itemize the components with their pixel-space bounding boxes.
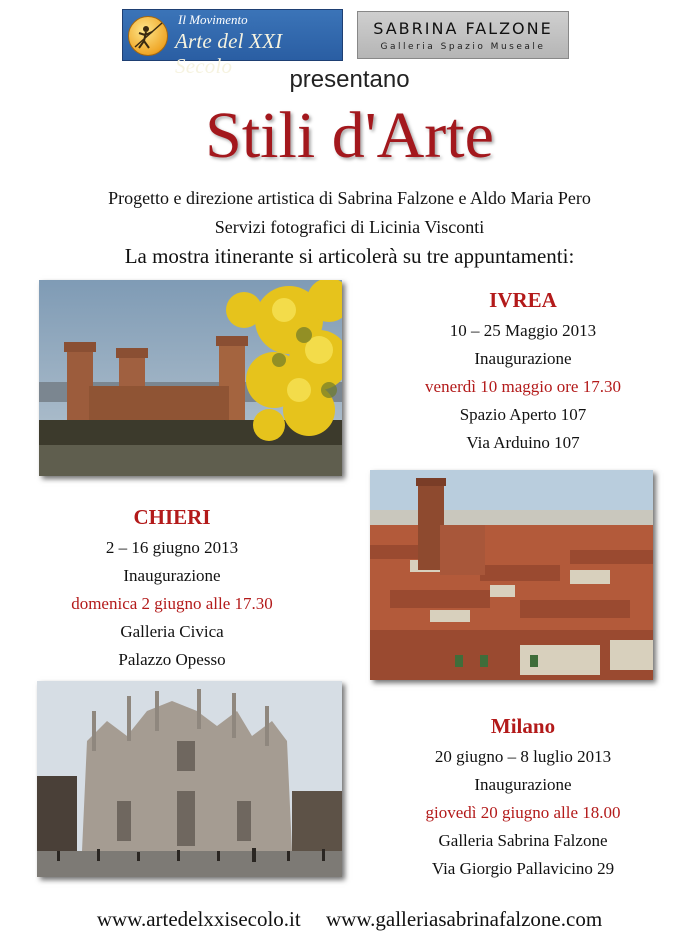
galleria-logo: [357, 11, 569, 59]
event-address: Via Giorgio Pallavicino 29: [431, 859, 615, 878]
event-city: CHIERI: [133, 505, 211, 529]
event-city: IVREA: [489, 288, 557, 312]
presentano-text: presentano: [289, 66, 410, 93]
footer: [0, 907, 699, 932]
footer-link-galleria[interactable]: www.galleriasabrinafalzone.com: [325, 907, 603, 931]
event-milano: [370, 714, 676, 883]
movimento-logo-line1: Il Movimento: [178, 12, 248, 27]
chieri-rooftops-photo: [370, 470, 653, 680]
footer-link-movimento[interactable]: www.artedelxxisecolo.it: [96, 907, 301, 931]
event-address: Via Arduino 107: [466, 433, 580, 452]
movimento-logo: [122, 9, 343, 78]
credits-photography: Servizi fotografici di Licinia Visconti: [214, 217, 485, 237]
event-venue: Galleria Civica: [120, 622, 224, 641]
event-chieri: [22, 505, 322, 674]
ivrea-castle-photo: [39, 280, 342, 476]
event-opening: domenica 2 giugno alle 17.30: [71, 594, 273, 613]
event-ivrea: [370, 288, 676, 457]
event-opening: giovedì 20 giugno alle 18.00: [425, 803, 621, 822]
page-title: Stili d'Arte: [205, 99, 494, 172]
event-opening: venerdì 10 maggio ore 17.30: [425, 377, 621, 396]
event-dates: 20 giugno – 8 luglio 2013: [434, 747, 612, 766]
galleria-logo-line1: SABRINA FALZONE: [373, 19, 553, 38]
javelin-thrower-icon: [128, 16, 168, 56]
event-dates: 2 – 16 giugno 2013: [105, 538, 239, 557]
event-venue: Galleria Sabrina Falzone: [438, 831, 608, 850]
event-opening-label: Inaugurazione: [474, 775, 572, 794]
announcement: La mostra itinerante si articolerà su tre appuntamenti:: [124, 244, 575, 268]
movimento-logo-line2: Arte del XXI Secolo: [175, 29, 283, 78]
event-address: Palazzo Opesso: [118, 650, 226, 669]
event-opening-label: Inaugurazione: [474, 349, 572, 368]
galleria-logo-line2: Galleria Spazio Museale: [380, 42, 546, 52]
event-dates: 10 – 25 Maggio 2013: [449, 321, 597, 340]
milan-duomo-photo: [37, 681, 342, 877]
credits-direction: Progetto e direzione artistica di Sabrina Falzone e Aldo Maria Pero: [108, 188, 591, 208]
event-venue: Spazio Aperto 107: [459, 405, 587, 424]
event-opening-label: Inaugurazione: [123, 566, 221, 585]
event-city: Milano: [490, 714, 556, 738]
